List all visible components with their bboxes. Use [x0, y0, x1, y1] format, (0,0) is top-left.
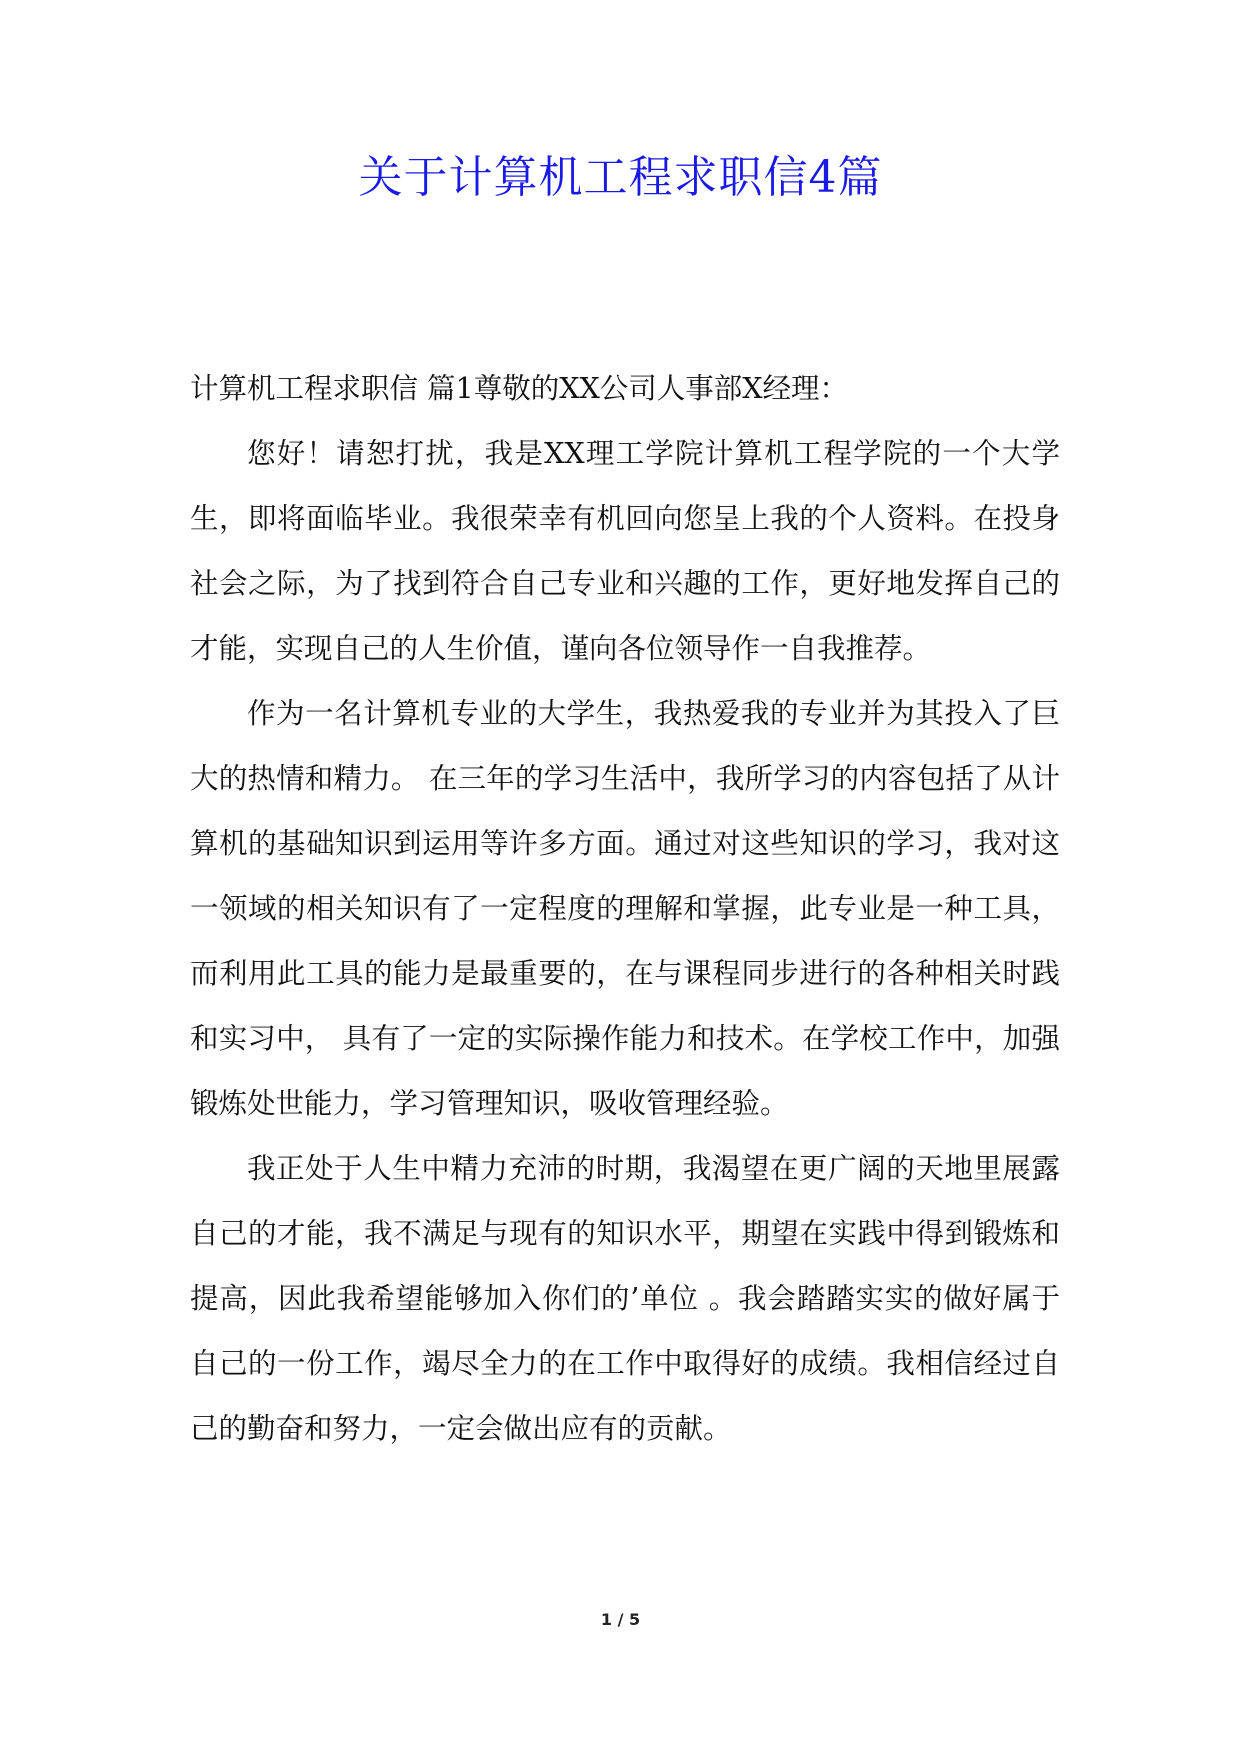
page-number: 1 / 5 [600, 1610, 641, 1629]
paragraph-3: 我正处于人生中精力充沛的时期，我渴望在更广阔的天地里展露自己的才能，我不满足与现有的知识水平，期望在实践中得到锻炼和提高，因此我希望能够加入你们的’单位 。我会踏踏实实的做好属于自己的一份工作，竭尽全力的在工作中取得好的成绩。我相信经过自己的勤奋和努力，一定会做出应有的贡献。 [190, 1152, 1060, 1445]
document-title: 关于计算机工程求职信4篇 [358, 152, 883, 203]
paragraph-1: 您好！请恕打扰，我是XX理工学院计算机工程学院的一个大学生，即将面临毕业。我很荣幸有机回向您呈上我的个人资料。在投身社会之际，为了找到符合自己专业和兴趣的工作，更好地发挥自己的才能，实现自己的人生价值，谨向各位领导作一自我推荐。 [190, 437, 1060, 665]
document-body [190, 356, 1060, 1461]
opening-line: 计算机工程求职信 篇1尊敬的XX公司人事部X经理： [190, 372, 849, 405]
paragraph-2: 作为一名计算机专业的大学生，我热爱我的专业并为其投入了巨大的热情和精力。 在三年的学习生活中，我所学习的内容包括了从计算机的基础知识到运用等许多方面。通过对这些知识的学习，我对这一领域的相关知识有了一定程度的理解和掌握，此专业是一种工具，而利用此工具的能力是最重要的，在与课程同步进行的各种相关时践和实习中， 具有了一定的实际操作能力和技术。在学校工作中，加强锻炼处世能力，学习管理知识，吸收管理经验。 [190, 697, 1060, 1120]
